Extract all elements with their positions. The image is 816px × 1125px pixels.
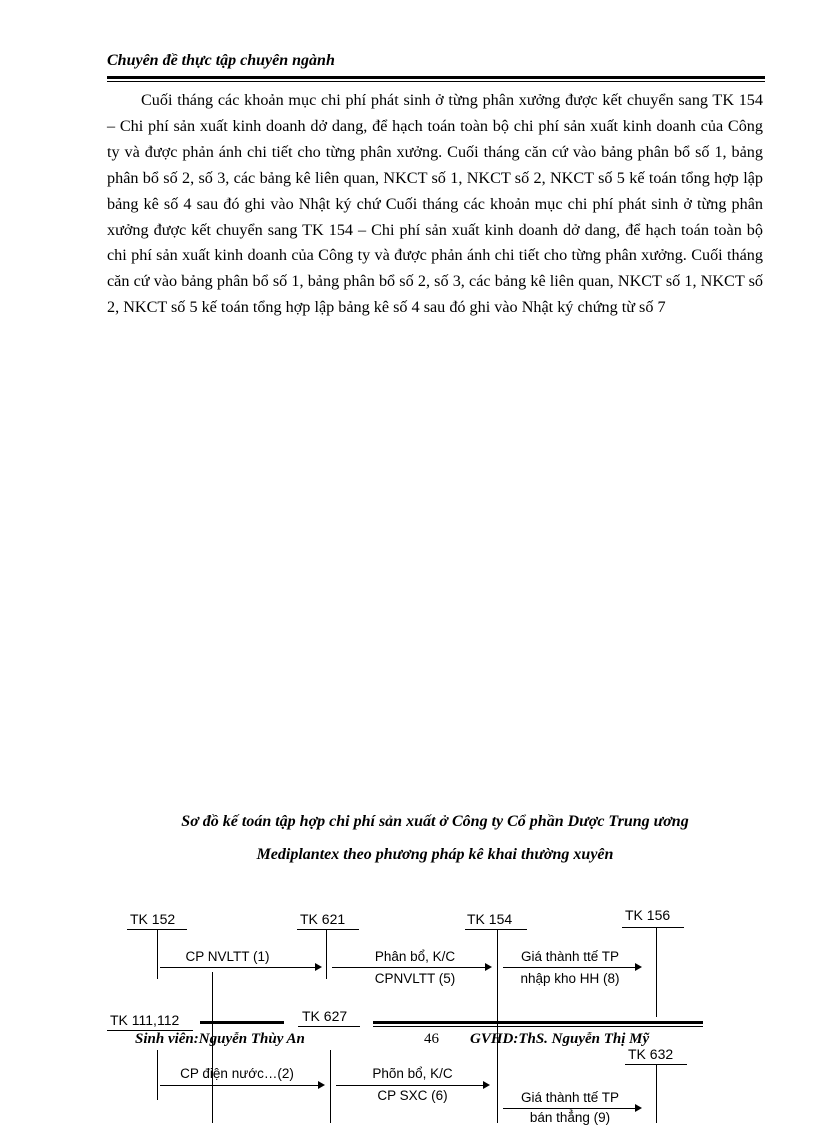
label-nhapkho: nhập kho HH (8): [520, 971, 620, 986]
arrow-627-154: [336, 1085, 488, 1086]
diagram-title-line2: Mediplantex theo phương pháp kê khai thường xuyên: [256, 846, 614, 863]
body-paragraph: Cuối tháng các khoản mục chi phí phát sinh ở từng phân xưởng được kết chuyển sang TK 154 – Chi phí sản xuất kinh doanh dở dang, để hạch toán toàn bộ chi phí sản xuất kinh doanh của Công ty và được phản ánh chi tiết cho từng phân xưởng. Cuối tháng căn cứ vào bảng phân bổ số 1, bảng phân bổ số 2, số 3, các bảng kê liên quan, NKCT số 1, NKCT số 2, NKCT số 5 kế toán tổng hợp lập bảng kê số 4 sau đó ghi vào Nhật ký chứ Cuối tháng các khoản mục chi phí phát sinh ở từng phân xưởng được kết chuyển sang TK 154 – Chi phí sản xuất kinh doanh dở dang, để hạch toán toàn bộ chi phí sản xuất kinh doanh của Công ty và được phản ánh chi tiết cho từng phân xưởng. Cuối tháng căn cứ vào bảng phân bổ số 1, bảng phân bổ số 2, số 3, các bảng kê liên quan, NKCT số 1, NKCT số 2, NKCT số 5 kế toán tổng hợp lập bảng kê số 4 sau đó ghi vào Nhật ký chứng từ số 7: [107, 91, 763, 317]
tk627-stem: [330, 1050, 331, 1123]
label-phanbo-top: Phân bổ, K/C: [374, 949, 456, 964]
header-title: Chuyên đề thực tập chuyên ngành: [107, 52, 335, 69]
account-tk621: TK 621: [300, 911, 346, 927]
account-tk156: TK 156: [625, 907, 671, 923]
arrow-621-154: [332, 967, 490, 968]
label-giathanh-bottom: Giá thành ttế TP: [520, 1090, 620, 1105]
arrow-154-632: [503, 1108, 640, 1109]
tk154-rule: [465, 929, 527, 930]
tk627-rule: [298, 1026, 360, 1027]
footer-rule-right: [373, 1021, 703, 1024]
label-cp-diennuoc: CP điện nước…(2): [180, 1066, 294, 1081]
label-phonbo: Phõn bổ, K/C: [372, 1066, 453, 1081]
label-giathanh-top: Giá thành ttế TP: [520, 949, 620, 964]
arrow-152-621: [160, 967, 320, 968]
account-tk154: TK 154: [467, 911, 513, 927]
header-rule-thick: [107, 76, 765, 79]
tk156-rule: [622, 927, 684, 928]
label-cpsxc6: CP SXC (6): [377, 1088, 448, 1103]
label-cpnvltt5: CPNVLTT (5): [374, 971, 456, 986]
footer-advisor: GVHD:ThS. Nguyễn Thị Mỹ: [470, 1031, 650, 1047]
tk152-stem: [157, 929, 158, 979]
footer-student: Sinh viên:Nguyễn Thùy An: [135, 1031, 305, 1047]
footer-rule-left: [200, 1021, 284, 1024]
footer-rule-right-thin: [373, 1026, 703, 1027]
footer-page-number: 46: [424, 1031, 439, 1047]
body-text: [107, 88, 763, 321]
tk156-stem: [656, 927, 657, 1017]
header-rule-thin: [107, 81, 765, 82]
account-tk152: TK 152: [130, 911, 176, 927]
arrow-111-627: [160, 1085, 323, 1086]
diagram-title-line1: Sơ đồ kế toán tập hợp chi phí sản xuất ở Công ty Cổ phần Dược Trung ương: [181, 813, 689, 830]
arrow-154-156: [503, 967, 640, 968]
tk621-rule: [297, 929, 359, 930]
label-banthang: bán thẳng (9): [529, 1110, 611, 1125]
label-cp-nvltt: CP NVLTT (1): [185, 949, 270, 964]
tk621-stem: [326, 929, 327, 979]
tk111-stem: [157, 1050, 158, 1100]
tk632-stem: [656, 1064, 657, 1123]
account-tk627: TK 627: [302, 1008, 348, 1024]
account-tk111-112: TK 111,112: [110, 1012, 180, 1028]
account-tk632: TK 632: [628, 1046, 674, 1062]
